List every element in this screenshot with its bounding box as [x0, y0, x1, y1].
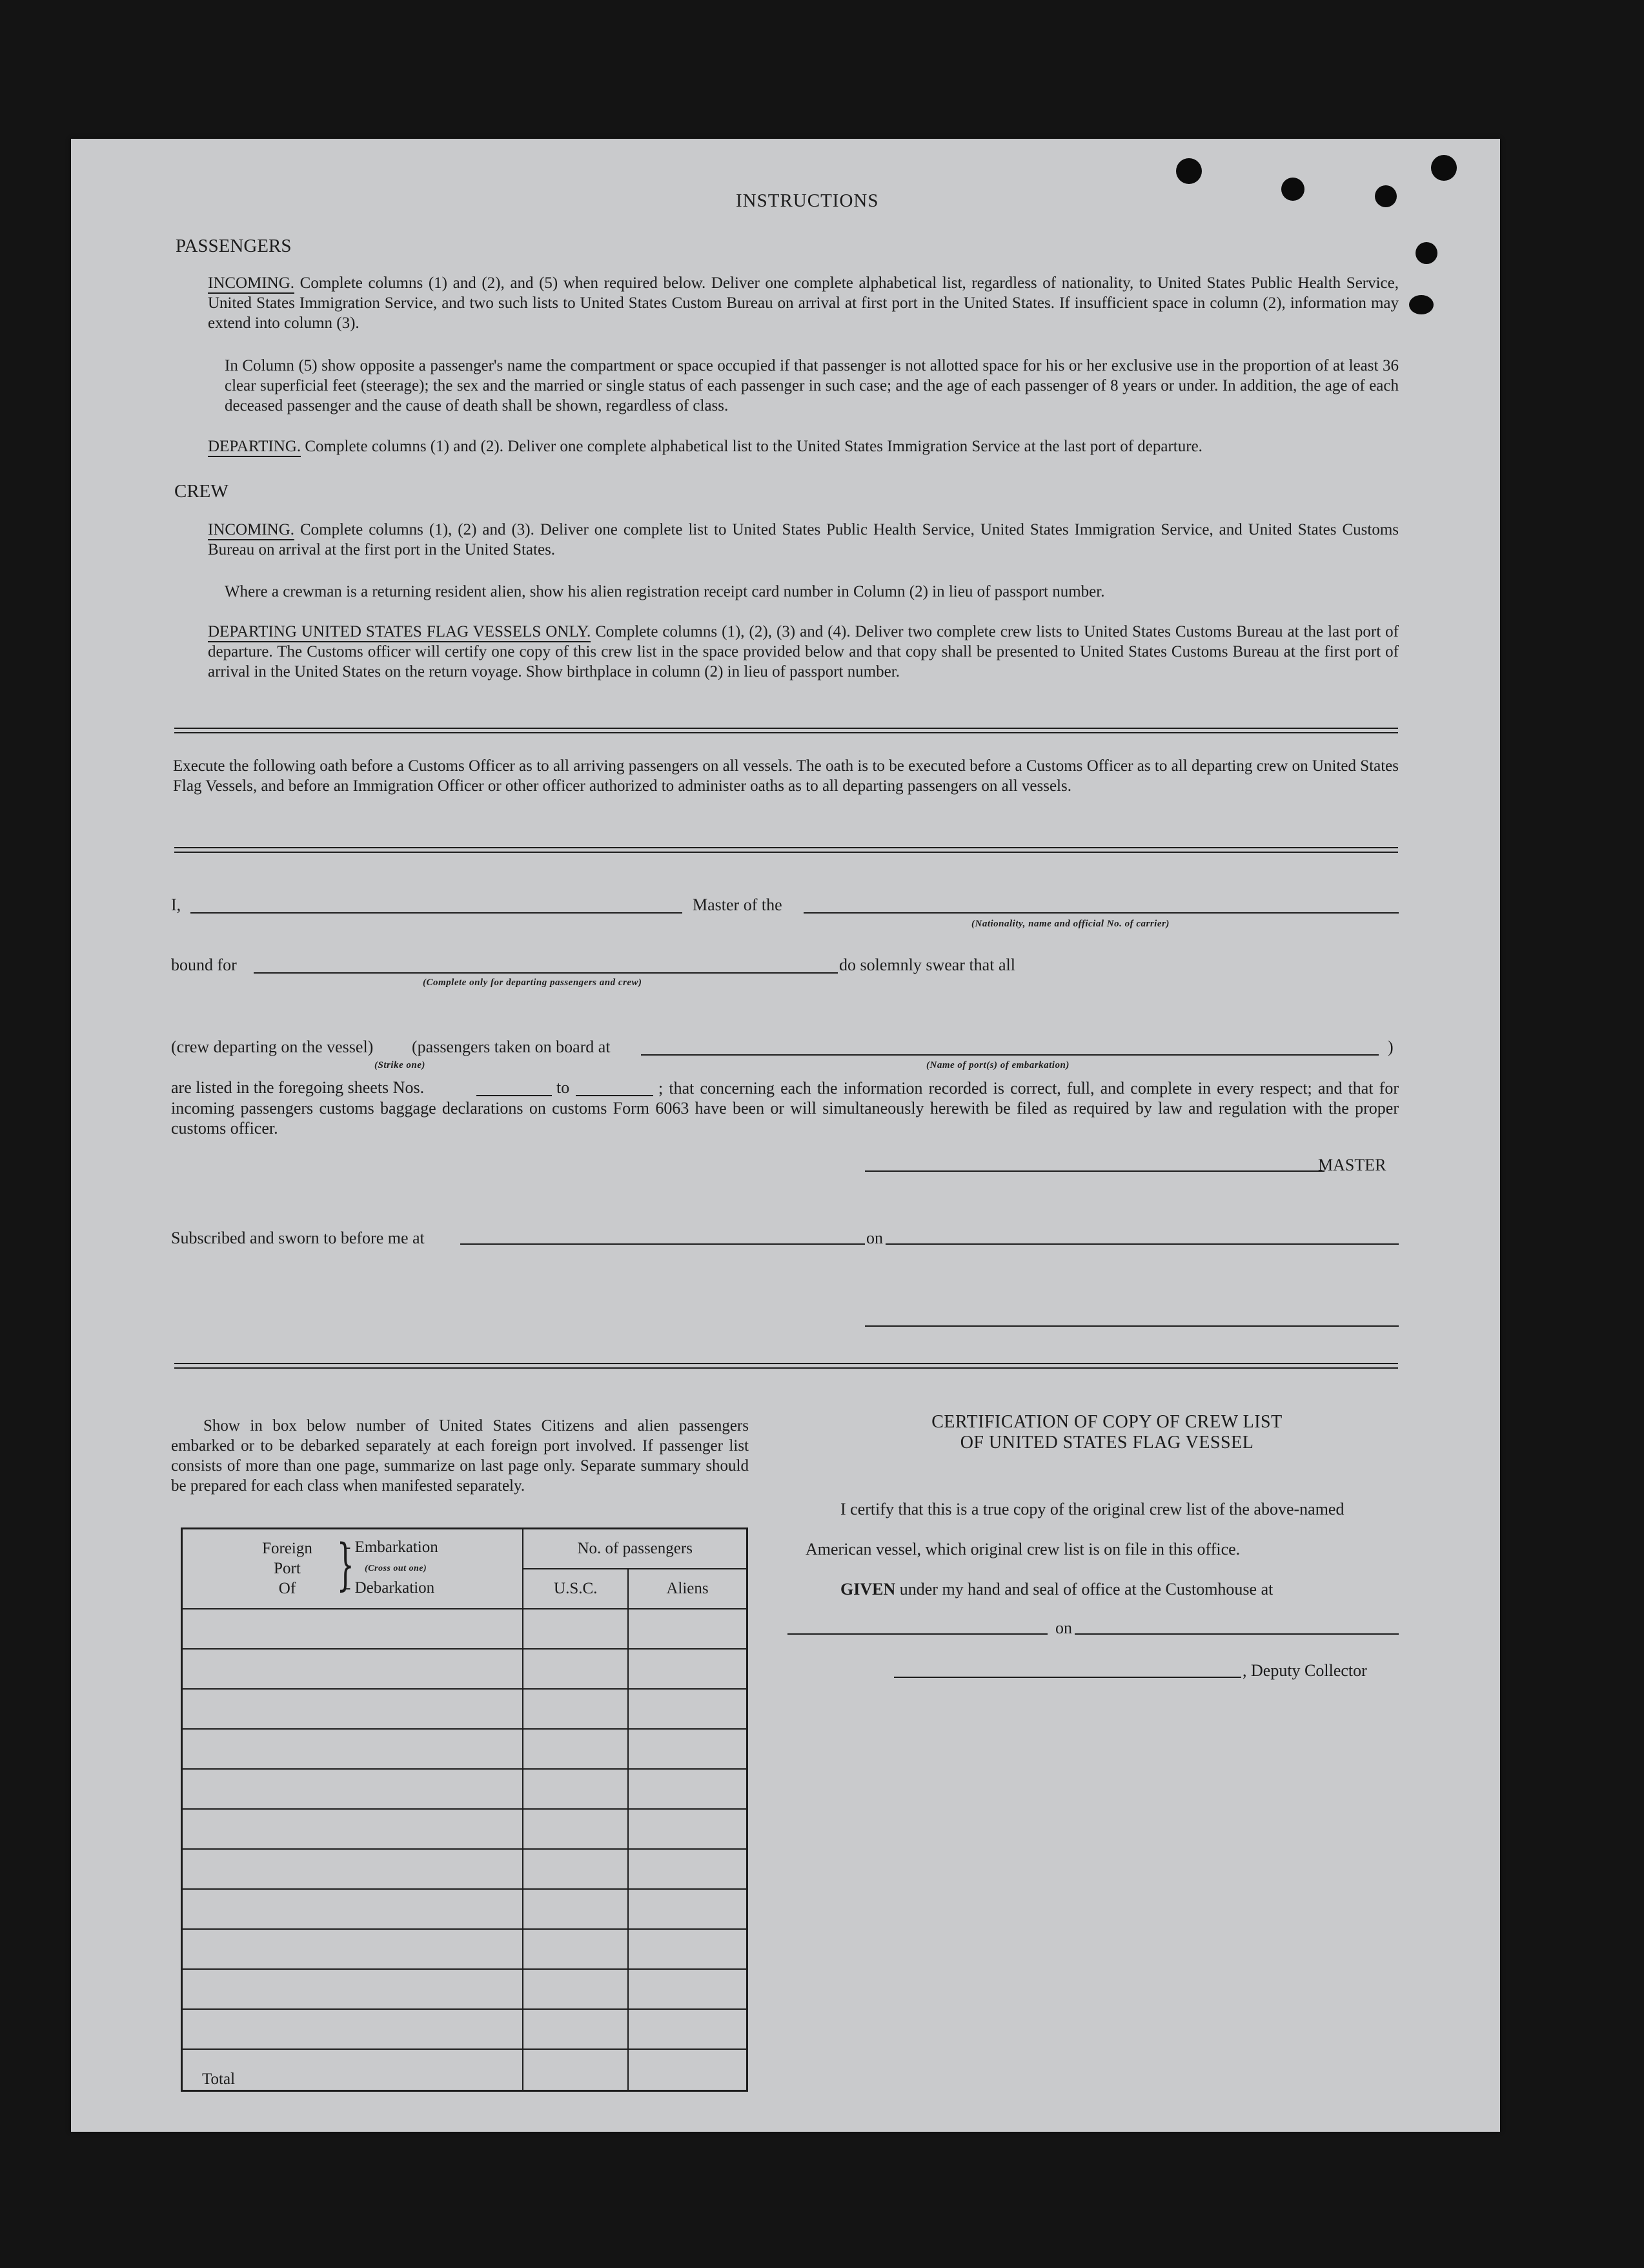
port-cell[interactable] [182, 1889, 523, 1929]
passengers-departing-paragraph [208, 436, 1399, 456]
to-label: to [556, 1078, 570, 1097]
punch-hole-icon [1409, 295, 1434, 314]
page-title: INSTRUCTIONS [736, 190, 879, 211]
certification-on-label: on [1055, 1619, 1072, 1637]
nationality-hint: (Nationality, name and official No. of carrier) [971, 919, 1170, 929]
aliens-header: Aliens [628, 1569, 747, 1609]
usc-cell[interactable] [523, 2009, 628, 2049]
table-row [182, 1929, 747, 1969]
cross-out-hint: (Cross out one) [365, 1564, 427, 1573]
port-cell[interactable] [182, 1809, 523, 1849]
port-cell[interactable] [182, 1729, 523, 1769]
swear-label: do solemnly swear that all [839, 955, 1015, 974]
foreign-label: Foreign [262, 1540, 312, 1557]
crew-departing-option[interactable]: (crew departing on the vessel) [171, 1037, 374, 1056]
table-row [182, 1809, 747, 1849]
brace-icon: } [336, 1533, 355, 1597]
table-row [182, 1729, 747, 1769]
table-row [182, 1889, 747, 1929]
given-text [840, 1580, 1273, 1599]
subscribed-label: Subscribed and sworn to before me at [171, 1229, 425, 1247]
port-label: Port [274, 1560, 301, 1577]
passenger-summary-table [181, 1527, 748, 2092]
usc-cell[interactable] [523, 1929, 628, 1969]
table-row [182, 1849, 747, 1889]
passengers-departing-text: Complete columns (1) and (2). Deliver one complete alphabetical list to the United States Immigration Service at the last port of departure. [301, 438, 1203, 455]
master-name-field[interactable] [190, 912, 682, 914]
certification-date-field[interactable] [1075, 1633, 1399, 1635]
close-paren: ) [1388, 1037, 1394, 1056]
embarkation-option[interactable]: - Embarkation [345, 1538, 438, 1556]
port-cell[interactable] [182, 1969, 523, 2009]
usc-cell[interactable] [523, 1769, 628, 1809]
crew-crewman-paragraph: Where a crewman is a returning resident alien, show his alien registration receipt card number in Column (2) in lieu of passport number. [225, 583, 1105, 600]
total-usc-cell[interactable] [523, 2049, 628, 2091]
listed-text: ; that concerning each the information recorded is correct, full, and complete in every respect; and that for incoming passengers customs baggage declarations on customs Form 6063 have been or will simultaneously herewith be filed as required by law and regulation with the proper customs officer. [171, 1079, 1399, 1138]
aliens-cell[interactable] [628, 1769, 747, 1809]
oath-i-label: I, [171, 895, 181, 914]
port-hint: (Name of port(s) of embarkation) [926, 1060, 1070, 1070]
embarkation-port-field[interactable] [641, 1054, 1379, 1056]
bound-hint: (Complete only for departing passengers and crew) [423, 977, 642, 988]
deputy-collector-label: , Deputy Collector [1243, 1661, 1367, 1680]
customhouse-field[interactable] [787, 1633, 1048, 1635]
table-row [182, 1689, 747, 1729]
usc-cell[interactable] [523, 1809, 628, 1849]
aliens-cell[interactable] [628, 1849, 747, 1889]
crew-incoming-text: Complete columns (1), (2) and (3). Deliver one complete list to United States Public Health Service, United States Immigration Service, and United States Customs Bureau on arrival at the first port in the United States. [208, 521, 1399, 558]
deputy-signature-field[interactable] [894, 1677, 1241, 1678]
aliens-cell[interactable] [628, 1809, 747, 1849]
port-cell[interactable] [182, 1769, 523, 1809]
aliens-cell[interactable] [628, 1729, 747, 1769]
certification-title-line2: OF UNITED STATES FLAG VESSEL [960, 1433, 1254, 1453]
crew-departing-label: DEPARTING UNITED STATES FLAG VESSELS ONLY. [208, 623, 591, 642]
aliens-cell[interactable] [628, 1969, 747, 2009]
punch-hole-icon [1281, 178, 1304, 201]
given-bold: GIVEN [840, 1580, 896, 1599]
bound-for-field[interactable] [254, 972, 838, 974]
port-cell[interactable] [182, 1649, 523, 1689]
port-cell[interactable] [182, 1689, 523, 1729]
passengers-incoming-label: INCOMING. [208, 274, 294, 294]
passengers-column5-paragraph: In Column (5) show opposite a passenger's name the compartment or space occupied if that passenger is not allotted space for his or her exclusive use in the proportion of at least 36 clear superficial feet (steerage); the sex and the married or single status of each passenger in such case; and the age of each passenger of 8 years or under. In addition, the age of each deceased passenger and the cause of death shall be shown, regardless of class. [225, 357, 1399, 414]
total-aliens-cell[interactable] [628, 2049, 747, 2091]
table-row [182, 1969, 747, 2009]
usc-cell[interactable] [523, 1689, 628, 1729]
table-row [182, 1649, 747, 1689]
sworn-date-field[interactable] [886, 1243, 1399, 1245]
aliens-cell[interactable] [628, 1609, 747, 1649]
strike-hint: (Strike one) [374, 1060, 425, 1070]
punch-hole-icon [1375, 185, 1397, 207]
given-rest: under my hand and seal of office at the Customhouse at [895, 1580, 1274, 1599]
master-of-label: Master of the [693, 895, 782, 914]
master-signature-field[interactable] [865, 1170, 1324, 1172]
american-vessel-text: American vessel, which original crew list is on file in this office. [806, 1540, 1241, 1558]
master-label: MASTER [1318, 1156, 1386, 1174]
port-cell[interactable] [182, 1929, 523, 1969]
aliens-cell[interactable] [628, 1929, 747, 1969]
bound-for-label: bound for [171, 955, 237, 974]
aliens-cell[interactable] [628, 1689, 747, 1729]
aliens-cell[interactable] [628, 1649, 747, 1689]
passengers-heading: PASSENGERS [176, 236, 292, 256]
officer-signature-field[interactable] [865, 1325, 1399, 1327]
usc-cell[interactable] [523, 1729, 628, 1769]
aliens-cell[interactable] [628, 1889, 747, 1929]
crew-departing-paragraph [208, 622, 1399, 682]
crew-heading: CREW [174, 481, 228, 502]
summary-instructions: Show in box below number of United States Citizens and alien passengers embarked or to be debarked separately at each foreign port involved. If passenger list consists of more than one page, summarize on last page only. Separate summary should be prepared for each class when manifested separately. [171, 1417, 749, 1495]
no-passengers-header: No. of passengers [523, 1529, 747, 1569]
usc-cell[interactable] [523, 1889, 628, 1929]
punch-hole-icon [1416, 242, 1437, 264]
sworn-on-label: on [866, 1229, 883, 1247]
double-rule [174, 1363, 1398, 1369]
passengers-departing-label: DEPARTING. [208, 438, 301, 457]
of-label: Of [278, 1580, 296, 1597]
debarkation-option[interactable]: - Debarkation [345, 1579, 435, 1597]
port-cell[interactable] [182, 2009, 523, 2049]
form-page [71, 139, 1500, 2132]
sworn-place-field[interactable] [460, 1243, 865, 1245]
foreign-port-header [182, 1529, 523, 1609]
passengers-board-option[interactable]: (passengers taken on board at [412, 1037, 611, 1056]
usc-cell[interactable] [523, 1849, 628, 1889]
aliens-cell[interactable] [628, 2009, 747, 2049]
passengers-incoming-text: Complete columns (1) and (2), and (5) when required below. Deliver one complete alphabetical list, regardless of nationality, to United States Public Health Service, United States Immigration Service, and two such lists to United States Custom Bureau on arrival at first port in the United States. If insufficient space in column (2), information may extend into column (3). [208, 274, 1399, 332]
oath-intro-paragraph: Execute the following oath before a Customs Officer as to all arriving passengers on all vessels. The oath is to be executed before a Customs Officer as to all departing crew on United States Flag Vessels, and before an Immigration Officer or other officer authorized to administer oaths as to all departing passengers on all vessels. [173, 757, 1399, 795]
punch-hole-icon [1431, 155, 1457, 181]
total-label: Total [182, 2049, 523, 2091]
punch-hole-icon [1176, 158, 1202, 184]
certification-title-line1: CERTIFICATION OF COPY OF CREW LIST [931, 1412, 1283, 1432]
usc-cell[interactable] [523, 1969, 628, 2009]
table-row [182, 2009, 747, 2049]
table-row [182, 1769, 747, 1809]
port-cell[interactable] [182, 1609, 523, 1649]
crew-incoming-paragraph [208, 520, 1399, 560]
usc-cell[interactable] [523, 1609, 628, 1649]
listed-prefix: are listed in the foregoing sheets Nos. [171, 1078, 425, 1097]
table-row [182, 1609, 747, 1649]
usc-cell[interactable] [523, 1649, 628, 1689]
passengers-incoming-paragraph [208, 273, 1399, 333]
crew-departing-text: Complete columns (1), (2), (3) and (4). Deliver two complete crew lists to United States Customs Bureau at the last port of departure. The Customs officer will certify one copy of this crew list in the space provided below and that copy shall be presented to United States Customs Bureau at the first port of arrival in the United States on the return voyage. Show birthplace in column (2) in lieu of passport number. [208, 623, 1399, 680]
port-cell[interactable] [182, 1849, 523, 1889]
usc-header: U.S.C. [523, 1569, 628, 1609]
certify-text: I certify that this is a true copy of the original crew list of the above-named [840, 1500, 1345, 1518]
carrier-field[interactable] [804, 912, 1399, 914]
double-rule [174, 728, 1398, 733]
crew-incoming-label: INCOMING. [208, 521, 294, 540]
certification-title [823, 1412, 1391, 1453]
double-rule [174, 847, 1398, 853]
